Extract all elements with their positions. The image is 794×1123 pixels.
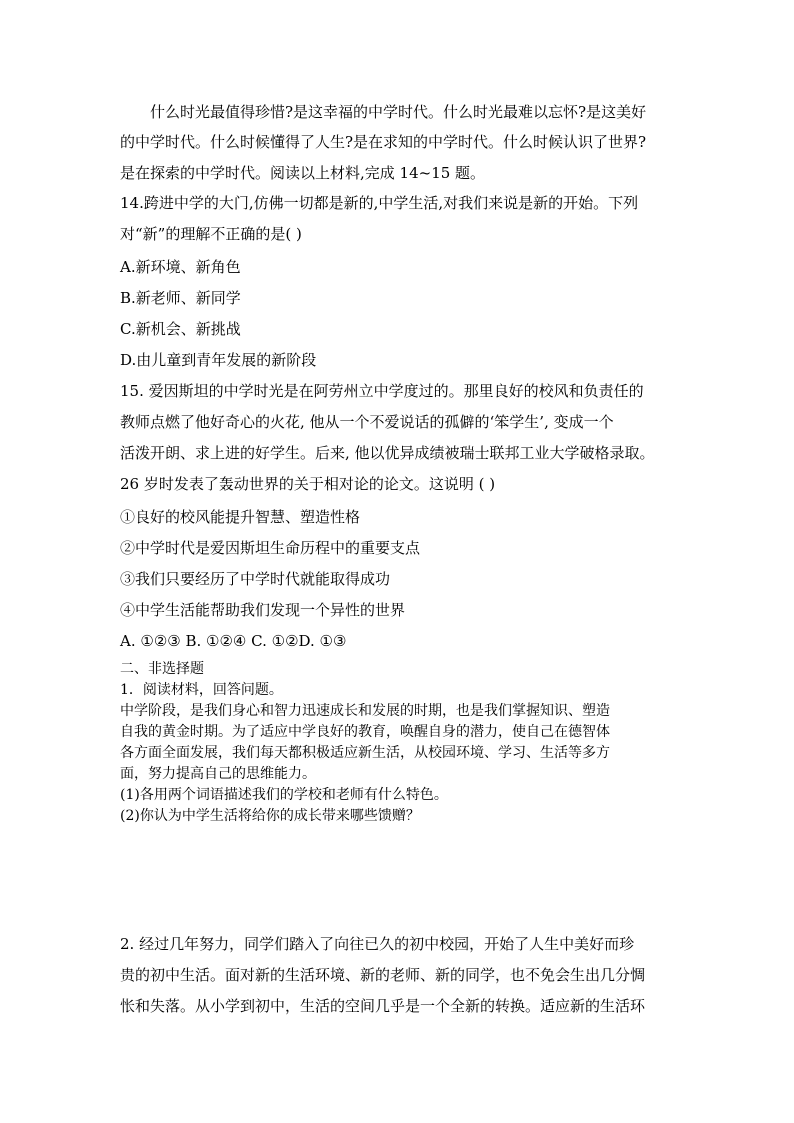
section-2-heading: 二、非选择题 (120, 661, 204, 677)
q15-stem-line-4: 26 岁时发表了轰动世界的关于相对论的论文。这说明 ( ) (120, 475, 496, 493)
intro-line-2: 的中学时代。什么时候懂得了人生?是在求知的中学时代。什么时候认识了世界? (120, 133, 647, 151)
q2-line-3: 怅和失落。从小学到初中，生活的空间几乎是一个全新的转换。适应新的生活环 (120, 997, 646, 1015)
q1-material-line-3: 各方面全面发展，我们每天都积极适应新生活，从校园环境、学习、生活等多方 (120, 745, 610, 761)
intro-line-1: 什么时光最值得珍惜?是这幸福的中学时代。什么时光最难以忘怀?是这美好 (150, 103, 647, 121)
q14-stem-line-2: 对“新”的理解不正确的是( ) (120, 225, 302, 243)
q1-material-line-1: 中学阶段，是我们身心和智力迅速成长和发展的时期，也是我们掌握知识、塑造 (120, 703, 610, 719)
q1-sub-question-2: (2)你认为中学生活将给你的成长带来哪些馈赠？ (120, 808, 420, 824)
q15-statement-2: ②中学时代是爱因斯坦生命历程中的重要支点 (120, 539, 421, 557)
q15-statement-1: ①良好的校风能提升智慧、塑造性格 (120, 508, 361, 526)
q15-stem-line-2: 教师点燃了他好奇心的火花, 他从一个不爱说话的孤僻的‘笨学生’, 变成一个 (120, 413, 614, 431)
q15-statement-3: ③我们只要经历了中学时代就能取得成功 (120, 570, 391, 588)
q14-option-d: D.由儿童到青年发展的新阶段 (120, 351, 317, 369)
q1-material-line-2: 自我的黄金时期。为了适应中学良好的教育，唤醒自身的潜力，使自己在德智体 (120, 724, 610, 740)
q15-stem-line-1: 15. 爱因斯坦的中学时光是在阿劳州立中学度过的。那里良好的校风和负责任的 (120, 382, 644, 400)
q1-title: 1．阅读材料，回答问题。 (120, 682, 283, 698)
q2-line-2: 贵的初中生活。面对新的生活环境、新的老师、新的同学，也不免会生出几分惆 (120, 966, 646, 984)
q15-statement-4: ④中学生活能帮助我们发现一个异性的世界 (120, 601, 406, 619)
q1-sub-question-1: (1)各用两个词语描述我们的学校和老师有什么特色。 (120, 787, 448, 803)
q2-line-1: 2. 经过几年努力，同学们踏入了向往已久的初中校园，开始了人生中美好而珍 (120, 935, 635, 953)
q14-option-a: A.新环境、新角色 (120, 258, 241, 276)
q15-choices: A. ①②③ B. ①②④ C. ①②D. ①③ (120, 632, 347, 650)
q1-material-line-4: 面，努力提高自己的思维能力。 (120, 766, 316, 782)
q14-stem-line-1: 14.跨进中学的大门,仿佛一切都是新的,中学生活,对我们来说是新的开始。下列 (120, 194, 639, 212)
intro-line-3: 是在探索的中学时代。阅读以上材料,完成 14~15 题。 (120, 164, 486, 182)
q14-option-b: B.新老师、新同学 (120, 289, 241, 307)
q14-option-c: C.新机会、新挑战 (120, 320, 241, 338)
q15-stem-line-3: 活泼开朗、求上进的好学生。后来, 他以优异成绩被瑞士联邦工业大学破格录取。 (120, 444, 655, 462)
